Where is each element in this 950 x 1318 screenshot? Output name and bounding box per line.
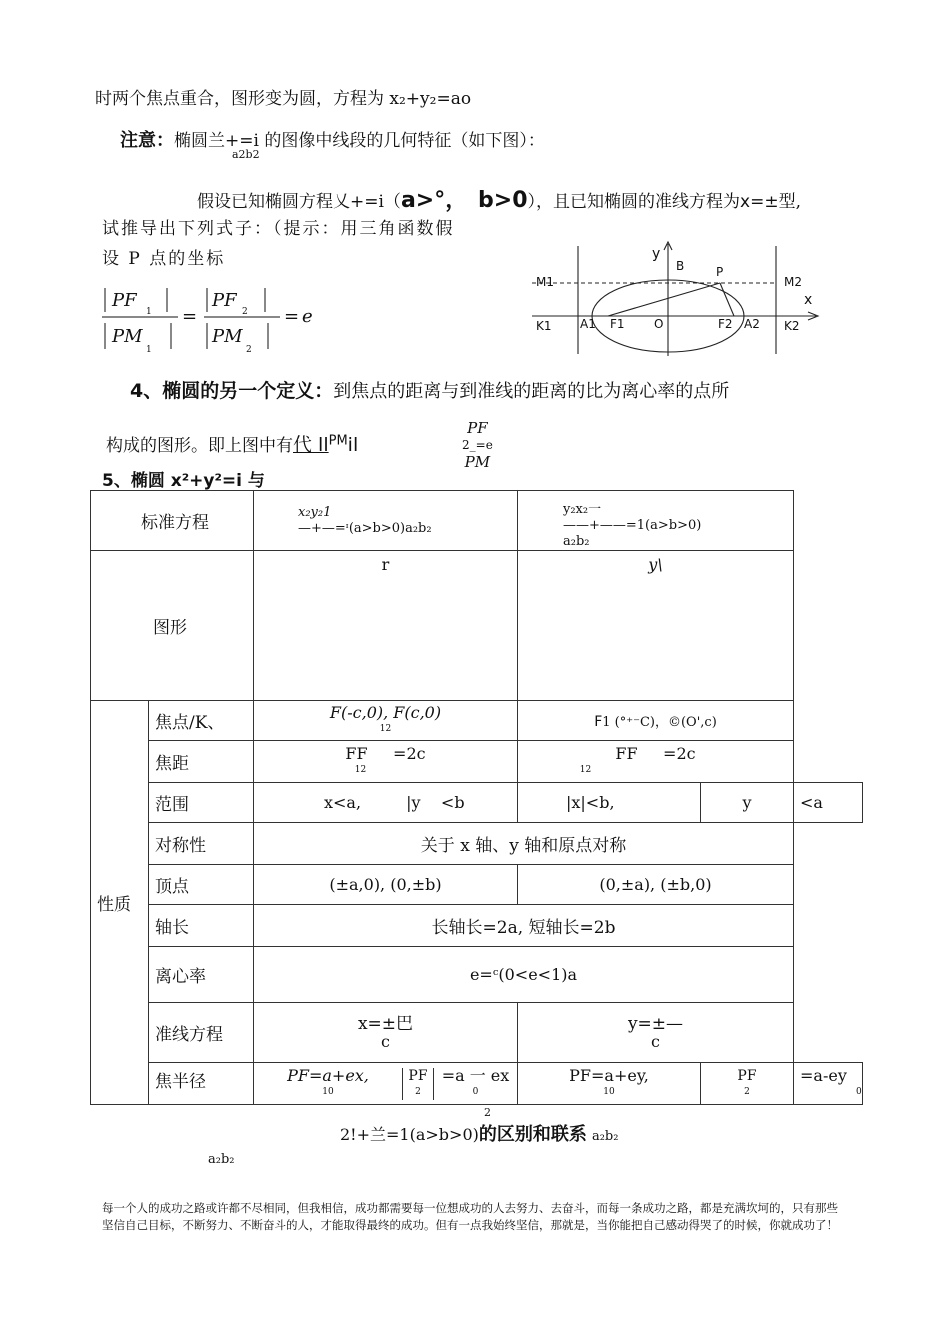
label-properties: 性质 (91, 701, 149, 1105)
equation-x-major-main: —+—=ᶦ(a>b>0)a₂b₂ (298, 520, 432, 536)
row-axis-length (91, 905, 863, 947)
definition-4-fraction (462, 420, 493, 471)
equation-y-major-top: y₂x₂一 (563, 501, 602, 517)
axis-length-value: 长轴长=2a, 短轴长=2b (254, 905, 794, 947)
equation-y-major (518, 491, 794, 551)
focal-radius-y-2-sub: 2 (744, 1086, 750, 1097)
hint-line-2: 设 P 点的坐标 (102, 249, 226, 269)
focal-distance-x-major (254, 741, 518, 783)
focal-distance-x-major-value: FF =2c (345, 743, 426, 763)
directrix-x-major-value: x=±巴 (357, 1013, 414, 1034)
diagram-label-O: O (654, 317, 664, 331)
difference-title: 的区别和联系 (478, 1124, 587, 1145)
diagram-label-P: P (716, 265, 724, 279)
formula-e: e (302, 306, 313, 327)
label-axis-length: 轴长 (149, 905, 254, 947)
focus-y-major (518, 701, 794, 741)
definition-4-line2-text: 构成的图形。即上图中有 (106, 436, 293, 456)
focal-radius-2-value-sub: 0 (472, 1086, 479, 1097)
focal-radius-2-sub: 2 (415, 1086, 421, 1097)
section-5-heading: 5、椭圆 x²+y²=i 与 (102, 471, 265, 491)
bottom-sup: 2 (484, 1106, 491, 1119)
fraction-top: PF (467, 419, 488, 437)
focal-distance-y-major (518, 741, 794, 783)
definition-4-sup: PM (328, 433, 348, 449)
fraction-bottom: PM (464, 453, 491, 471)
label-standard-equation: 标准方程 (91, 491, 254, 551)
focal-radius-1-value: PF=a+ex, (287, 1065, 369, 1085)
focal-radius-y-2-label: PF (737, 1067, 757, 1084)
row-vertex (91, 865, 863, 905)
difference-subline: a₂b₂ (208, 1152, 235, 1167)
directrix-y-major-value: y=±— (627, 1013, 684, 1034)
formula-pf1: PF (112, 290, 137, 311)
formula-sub2a: 2 (242, 307, 248, 317)
label-focal-distance: 焦距 (149, 741, 254, 783)
definition-4-text: 到焦点的距离与到准线的距离的比为离心率的点所 (333, 381, 730, 402)
focal-radius-2-value: =a 一 ex (441, 1065, 510, 1085)
row-range (91, 783, 863, 823)
range-y-major-a-value: |x|<b, (566, 793, 615, 812)
note-line (120, 126, 545, 152)
difference-equation: 2!+兰=1(a>b>0) (340, 1125, 479, 1144)
ellipse-property-table (90, 490, 863, 1105)
definition-4 (130, 376, 729, 403)
diagram-label-y: y (652, 246, 661, 262)
fraction-mid: 2_=e (462, 438, 493, 452)
label-symmetry: 对称性 (149, 823, 254, 865)
focal-radius-y-major-3 (794, 1063, 863, 1105)
focal-radius-y-major-1 (518, 1063, 701, 1105)
range-y-major-c: <a (794, 783, 863, 823)
formula-sub1a: 1 (146, 307, 152, 317)
focal-distance-y-major-value: FF =2c (615, 743, 696, 763)
suppose-part-d: ），且已知椭圆的准线方程为 (527, 192, 741, 212)
formula-eq2: = (284, 306, 300, 327)
hint-block (102, 214, 455, 274)
diagram-label-B: B (676, 259, 685, 273)
graph-y-major: y\ (518, 551, 794, 701)
diagram-label-F2: F2 (718, 317, 733, 331)
difference-tail: a₂b₂ (591, 1129, 619, 1144)
focus-x-major-value: F(-c,0), F(c,0) (329, 702, 442, 722)
range-y-major-b: y (701, 783, 794, 823)
formula-sub2b: 2 (246, 345, 252, 355)
focal-radius-y-1-value: PF=a+ey, (569, 1065, 649, 1085)
formula-eq1: = (182, 306, 198, 327)
equation-x-major-top: x₂y₂1 (298, 504, 332, 520)
equation-y-major-main: ——+——=1(a>b>0) (563, 517, 702, 533)
equation-x-major (254, 491, 518, 551)
paragraph-circle: 时两个焦点重合，图形变为圆，方程为 x₂+y₂=ao (95, 89, 472, 109)
suppose-cond-b: b>0 (478, 188, 528, 213)
label-focal-radius: 焦半径 (149, 1063, 254, 1105)
directrix-y-major-sub: c (651, 1031, 660, 1051)
suppose-part-f: =±型, (750, 192, 801, 212)
difference-heading (340, 1120, 618, 1146)
focal-distance-x-major-sub: 12 (354, 764, 367, 775)
equation-y-major-bottom: a₂b₂ (563, 533, 590, 549)
label-directrix: 准线方程 (149, 1003, 254, 1063)
footer-motto: 每一个人的成功之路或许都不尽相同，但我相信，成功都需要每一位想成功的人去努力、去奋斗，而每一条成功之路，都是充满坎坷的，只有那些坚信自己目标，不断努力、不断奋斗的人，才能取得最终的成功。但有一点我始终坚信，那就是，当你能把自己感动得哭了的时候，你就成功了！ (102, 1201, 838, 1232)
ellipse-diagram (528, 236, 828, 360)
formula-pm2: PM (212, 326, 243, 347)
row-focus (91, 701, 863, 741)
vertex-x-major: (±a,0), (0,±b) (254, 865, 518, 905)
range-x-major (254, 783, 518, 823)
focal-radius-1-sub: 10 (322, 1086, 334, 1097)
focus-x-major (254, 701, 518, 741)
ratio-formula (100, 282, 320, 354)
diagram-label-M2: M2 (784, 275, 802, 289)
focus-y-major-value: 1 (°⁺⁻C)，©(O',c) (602, 715, 717, 730)
note-subscript: a2b2 (232, 148, 260, 161)
label-graph: 图形 (91, 551, 254, 701)
label-focus: 焦点/K、 (149, 701, 254, 741)
hint-line-1: 试推导出下列式子：（提示：用三角函数假 (102, 219, 455, 239)
directrix-x-major-sub: c (381, 1031, 390, 1051)
row-focal-radius (91, 1063, 863, 1105)
directrix-x-major (254, 1003, 518, 1063)
diagram-label-A2: A2 (744, 317, 760, 331)
directrix-y-major (518, 1003, 794, 1063)
ellipse-diagram-svg (528, 236, 828, 360)
range-x-major-a: x<a, (324, 793, 362, 812)
focus-y-major-f: F (594, 714, 603, 730)
row-symmetry (91, 823, 863, 865)
diagram-label-K2: K2 (784, 319, 800, 333)
eccentricity-value: e=ᶜ(0<e<1)a (254, 947, 794, 1003)
row-directrix (91, 1003, 863, 1063)
formula-pf2: PF (212, 290, 237, 311)
suppose-part-a: 假设已知椭圆方程乂+=i（ (197, 192, 401, 212)
range-x-major-b: |y <b (406, 793, 465, 812)
focal-distance-y-major-sub: 12 (579, 764, 592, 775)
symmetry-value: 关于 x 轴、y 轴和原点对称 (254, 823, 794, 865)
row-graph (91, 551, 863, 701)
vertex-y-major: (0,±a), (±b,0) (518, 865, 794, 905)
graph-x-major: r (254, 551, 518, 701)
ratio-formula-svg (100, 282, 320, 354)
note-text: 椭圆兰+=i 的图像中线段的几何特征（如下图）： (174, 131, 545, 151)
suppose-x: x (740, 192, 751, 212)
suppose-line (197, 183, 801, 214)
row-focal-distance (91, 741, 863, 783)
formula-sub1b: 1 (146, 345, 152, 355)
definition-4-tail: il (347, 434, 359, 456)
focal-radius-y-major-2 (701, 1063, 794, 1105)
focal-radius-y-2-value: =a-ey (800, 1065, 847, 1085)
focus-x-major-sub: 12 (379, 723, 392, 734)
label-eccentricity: 离心率 (149, 947, 254, 1003)
focal-radius-y-1-sub: 10 (603, 1086, 615, 1097)
label-vertex: 顶点 (149, 865, 254, 905)
definition-4-underlined: 代 ll (293, 434, 329, 456)
definition-4-title: 4、椭圆的另一个定义： (130, 380, 334, 402)
diagram-label-M1: M1 (536, 275, 554, 289)
diagram-label-F1: F1 (610, 317, 625, 331)
focal-radius-2-label: PF (408, 1067, 428, 1084)
row-standard-equation (91, 491, 863, 551)
diagram-label-x: x (804, 292, 813, 308)
definition-4-line2 (106, 430, 358, 457)
focal-radius-y-2-value-sub: 0 (856, 1086, 862, 1097)
focal-radius-x-major (254, 1063, 518, 1105)
suppose-cond-a: a>°， (400, 188, 468, 213)
row-eccentricity (91, 947, 863, 1003)
label-range: 范围 (149, 783, 254, 823)
note-lead: 注意： (120, 130, 174, 151)
formula-pm1: PM (112, 326, 143, 347)
diagram-label-A1: A1 (580, 317, 596, 331)
range-y-major-a (518, 783, 701, 823)
diagram-label-K1: K1 (536, 319, 552, 333)
